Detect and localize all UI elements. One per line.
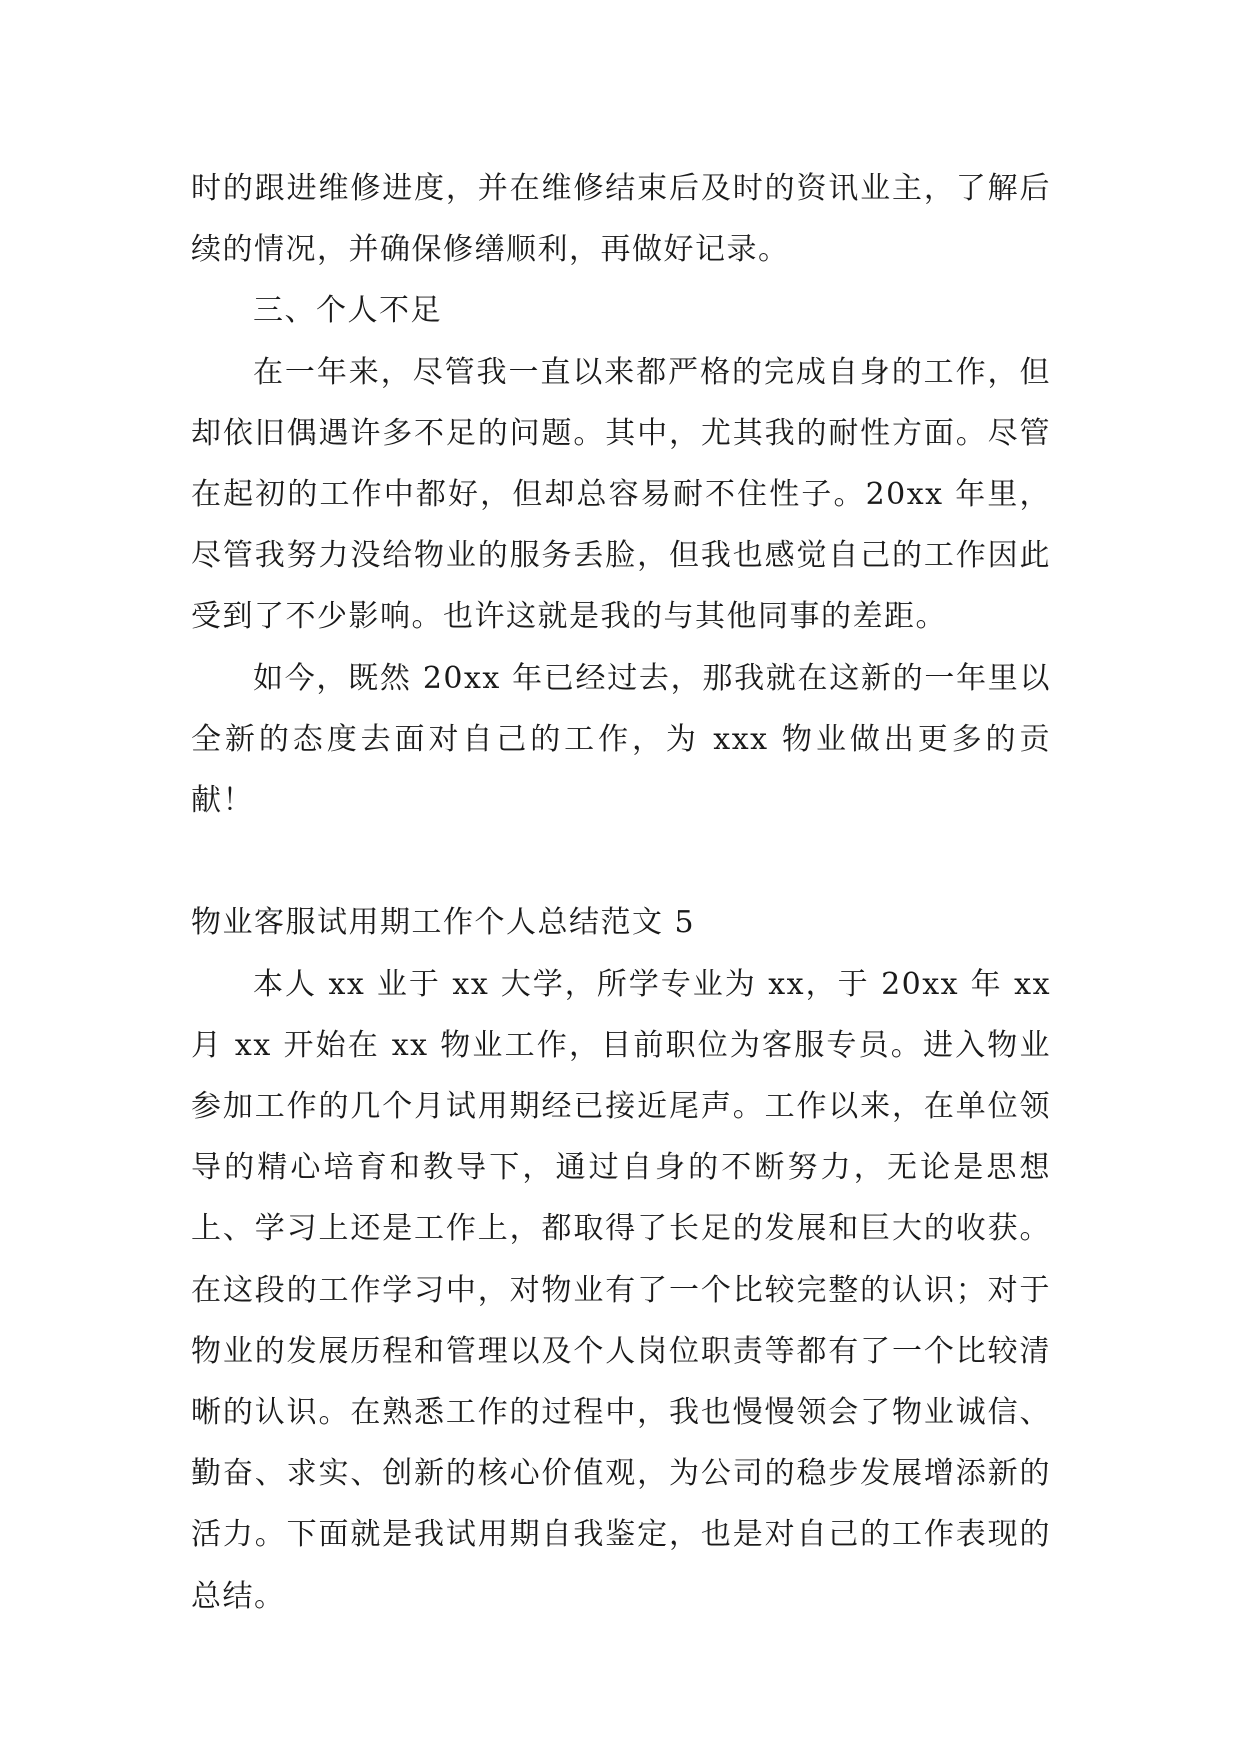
blank-line <box>191 831 1051 892</box>
document-body <box>191 158 1051 1627</box>
article-title: 物业客服试用期工作个人总结范文 5 <box>191 905 696 941</box>
paragraph-shortcomings: 在一年来，尽管我一直以来都严格的完成自身的工作，但却依旧偶遇许多不足的问题。其中，尤其我的耐性方面。尽管在起初的工作中都好，但却总容易耐不住性子。20xx 年里，尽管我努力没给物业的服务丢脸，但我也感觉自己的工作因此受到了不少影响。也许这就是我的与其他同事的差距。 <box>191 354 1051 635</box>
paragraph-conclusion: 如今，既然 20xx 年已经过去，那我就在这新的一年里以全新的态度去面对自己的工作，为 xxx 物业做出更多的贡献！ <box>191 660 1051 819</box>
section-heading-shortcomings: 三、个人不足 <box>253 293 442 329</box>
paragraph-introduction: 本人 xx 业于 xx 大学，所学专业为 xx，于 20xx 年 xx 月 xx 开始在 xx 物业工作，目前职位为客服专员。进入物业参加工作的几个月试用期经已接近尾声。工作以来，在单位领导的精心培育和教导下，通过自身的不断努力，无论是思想上、学习上还是工作上，都取得了长足的发展和巨大的收获。在这段的工作学习中，对物业有了一个比较完整的认识；对于物业的发展历程和管理以及个人岗位职责等都有了一个比较清晰的认识。在熟悉工作的过程中，我也慢慢领会了物业诚信、勤奋、求实、创新的核心价值观，为公司的稳步发展增添新的活力。下面就是我试用期自我鉴定，也是对自己的工作表现的总结。 <box>191 966 1051 1614</box>
paragraph-continuation: 时的跟进维修进度，并在维修结束后及时的资讯业主，了解后续的情况，并确保修缮顺利，再做好记录。 <box>191 171 1051 268</box>
